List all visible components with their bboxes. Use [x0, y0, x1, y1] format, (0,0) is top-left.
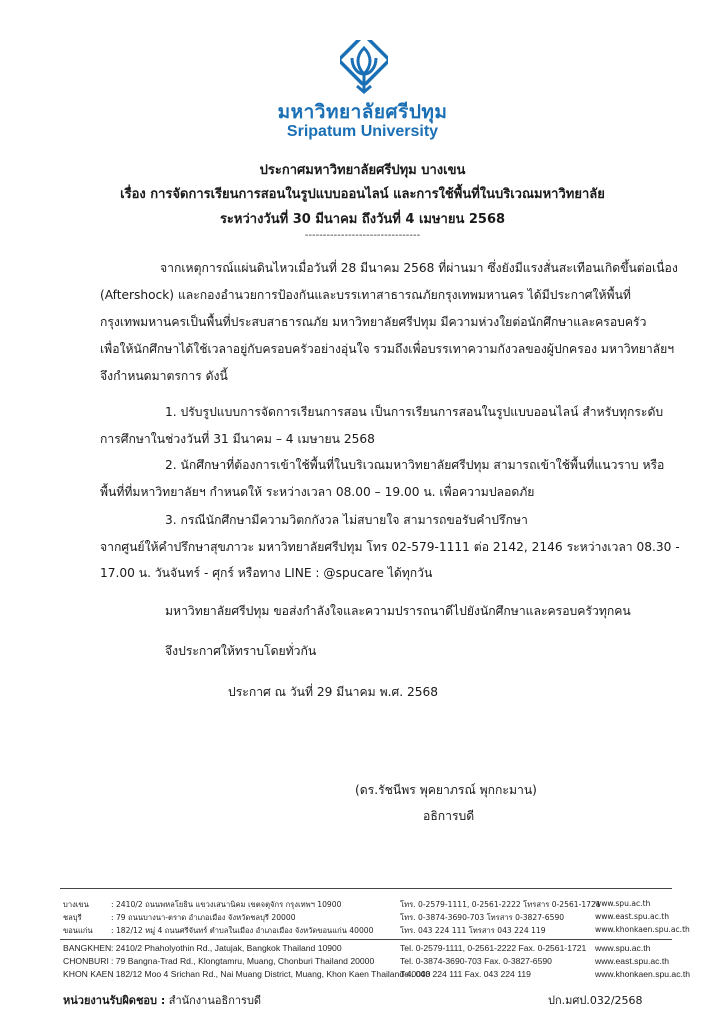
footer-web-en: www.spu.ac.th [595, 943, 651, 953]
announcement-date: ประกาศ ณ วันที่ 29 มีนาคม พ.ศ. 2568 [228, 685, 438, 699]
footer-phone: โทร. 0-2579-1111, 0-2561-2222 โทรสาร 0-2561-1721 [400, 900, 601, 909]
footer-address-en: : 2410/2 Phaholyothin Rd., Jatujak, Bangkok Thailand 10900 [111, 943, 342, 953]
footer-address: : 79 ถนนบางนา-ตราด อำเภอเมือง จังหวัดชลบุรี 20000 [111, 913, 296, 922]
footer-campus-en: BANGKHEN [63, 943, 112, 953]
measure-item-2-cont: พื้นที่ที่มหาวิทยาลัยฯ กำหนดให้ ระหว่างเวลา 08.00 – 19.00 น. เพื่อความปลอดภัย [100, 485, 535, 499]
intro-line: (Aftershock) และกองอำนวยการป้องกันและบรรเทาสาธารณภัยกรุงเทพมหานคร ได้มีประกาศให้พื้นที่ [100, 288, 631, 302]
announcement-title: ประกาศมหาวิทยาลัยศรีปทุม บางเขน [259, 163, 466, 178]
footer-address: : 2410/2 ถนนพหลโยธิน แขวงเสนานิคม เขตจตุจักร กรุงเทพฯ 10900 [111, 900, 342, 909]
closing-message: มหาวิทยาลัยศรีปทุม ขอส่งกำลังใจและความปรารถนาดีไปยังนักศึกษาและครอบครัวทุกคน [165, 604, 631, 618]
separator: -------------------------------- [304, 230, 421, 241]
announcement-period: ระหว่างวันที่ 30 มีนาคม ถึงวันที่ 4 เมษายน 2568 [219, 212, 506, 227]
intro-line: จึงกำหนดมาตรการ ดังนี้ [100, 369, 228, 383]
footer-address-en: : 182/12 Moo 4 Srichan Rd., Nai Muang District, Muang, Khon Kaen Thailand 40000 [111, 969, 431, 979]
footer-address: : 182/12 หมู่ 4 ถนนศรีจันทร์ ตำบลในเมือง อำเภอเมือง จังหวัดขอนแก่น 40000 [111, 926, 374, 935]
intro-line: กรุงเทพมหานครเป็นพื้นที่ประสบสาธารณภัย มหาวิทยาลัยศรีปทุม มีความห่วงใยต่อนักศึกษาและครอบครัว [100, 315, 647, 329]
responsible-value: สำนักงานอธิการบดี [168, 994, 262, 1007]
footer-address-en: : 79 Bangna-Trad Rd., Klongtamru, Muang, Chonburi Thailand 20000 [111, 956, 375, 966]
responsible-unit [63, 991, 261, 1009]
footer-divider [60, 888, 672, 889]
document-code: ปก.มศป.032/2568 [548, 994, 643, 1007]
footer-campus: ชลบุรี [63, 913, 82, 922]
footer-campus-en: CHONBURI [63, 956, 109, 966]
footer-campus-en: KHON KAEN [63, 969, 114, 979]
measure-item-1: 1. ปรับรูปแบบการจัดการเรียนการสอน เป็นการเรียนการสอนในรูปแบบออนไลน์ สำหรับทุกระดับ [165, 405, 664, 419]
signatory-name: (ดร.รัชนีพร พุคยาภรณ์ พุกกะมาน) [355, 783, 537, 797]
footer-campus: ขอนแก่น [63, 926, 93, 935]
intro-line: เพื่อให้นักศึกษาได้ใช้เวลาอยู่กับครอบครัวอย่างอุ่นใจ รวมถึงเพื่อบรรเทาความกังวลของผู้ปกครอง มหาวิทยาลัยฯ [100, 342, 675, 356]
footer-phone: โทร. 043 224 111 โทรสาร 043 224 119 [400, 926, 546, 935]
measure-item-3-cont: 17.00 น. วันจันทร์ - ศุกร์ หรือทาง LINE : @spucare ได้ทุกวัน [100, 566, 433, 580]
footer-web-en: www.khonkaen.spu.ac.th [595, 969, 691, 979]
footer-web: www.east.spu.ac.th [595, 912, 670, 921]
closing-notice: จึงประกาศให้ทราบโดยทั่วกัน [165, 644, 317, 658]
signatory-title: อธิการบดี [423, 809, 475, 823]
university-name-thai: มหาวิทยาลัยศรีปทุม [277, 101, 448, 123]
footer-divider [60, 939, 672, 940]
measure-item-2: 2. นักศึกษาที่ต้องการเข้าใช้พื้นที่ในบริเวณมหาวิทยาลัยศรีปทุม สามารถเข้าใช้พื้นที่แนวราบ หรือ [165, 458, 665, 472]
responsible-label: หน่วยงานรับผิดชอบ : [63, 994, 166, 1007]
measure-item-3-cont: จากศูนย์ให้คำปรึกษาสุขภาวะ มหาวิทยาลัยศรีปทุม โทร 02-579-1111 ต่อ 2142, 2146 ระหว่างเวลา 08.30 - [100, 540, 680, 554]
footer-web: www.khonkaen.spu.ac.th [595, 925, 690, 934]
measure-item-1-cont: การศึกษาในช่วงวันที่ 31 มีนาคม – 4 เมษายน 2568 [100, 432, 375, 446]
footer-phone-en: Tel. 0-2579-1111, 0-2561-2222 Fax. 0-2561-1721 [400, 943, 587, 953]
announcement-subject: เรื่อง การจัดการเรียนการสอนในรูปแบบออนไลน์ และการใช้พื้นที่ในบริเวณมหาวิทยาลัย [120, 187, 605, 202]
footer-phone-en: Tel. 0-3874-3690-703 Fax. 0-3827-6590 [400, 956, 552, 966]
university-name-english: Sripatum University [286, 123, 439, 140]
footer-phone: โทร. 0-3874-3690-703 โทรสาร 0-3827-6590 [400, 913, 565, 922]
measure-item-3: 3. กรณีนักศึกษามีความวิตกกังวล ไม่สบายใจ สามารถขอรับคำปรึกษา [165, 513, 528, 527]
footer-campus: บางเขน [63, 900, 89, 909]
footer-web-en: www.east.spu.ac.th [595, 956, 670, 966]
footer-phone-en: Tel. 043 224 111 Fax. 043 224 119 [400, 969, 531, 979]
footer-web: www.spu.ac.th [595, 899, 651, 908]
lotus-icon [340, 40, 388, 96]
intro-line: จากเหตุการณ์แผ่นดินไหวเมื่อวันที่ 28 มีนาคม 2568 ที่ผ่านมา ซึ่งยังมีแรงสั่นสะเทือนเกิดขึ้นต่อเนื่อง [160, 261, 678, 275]
